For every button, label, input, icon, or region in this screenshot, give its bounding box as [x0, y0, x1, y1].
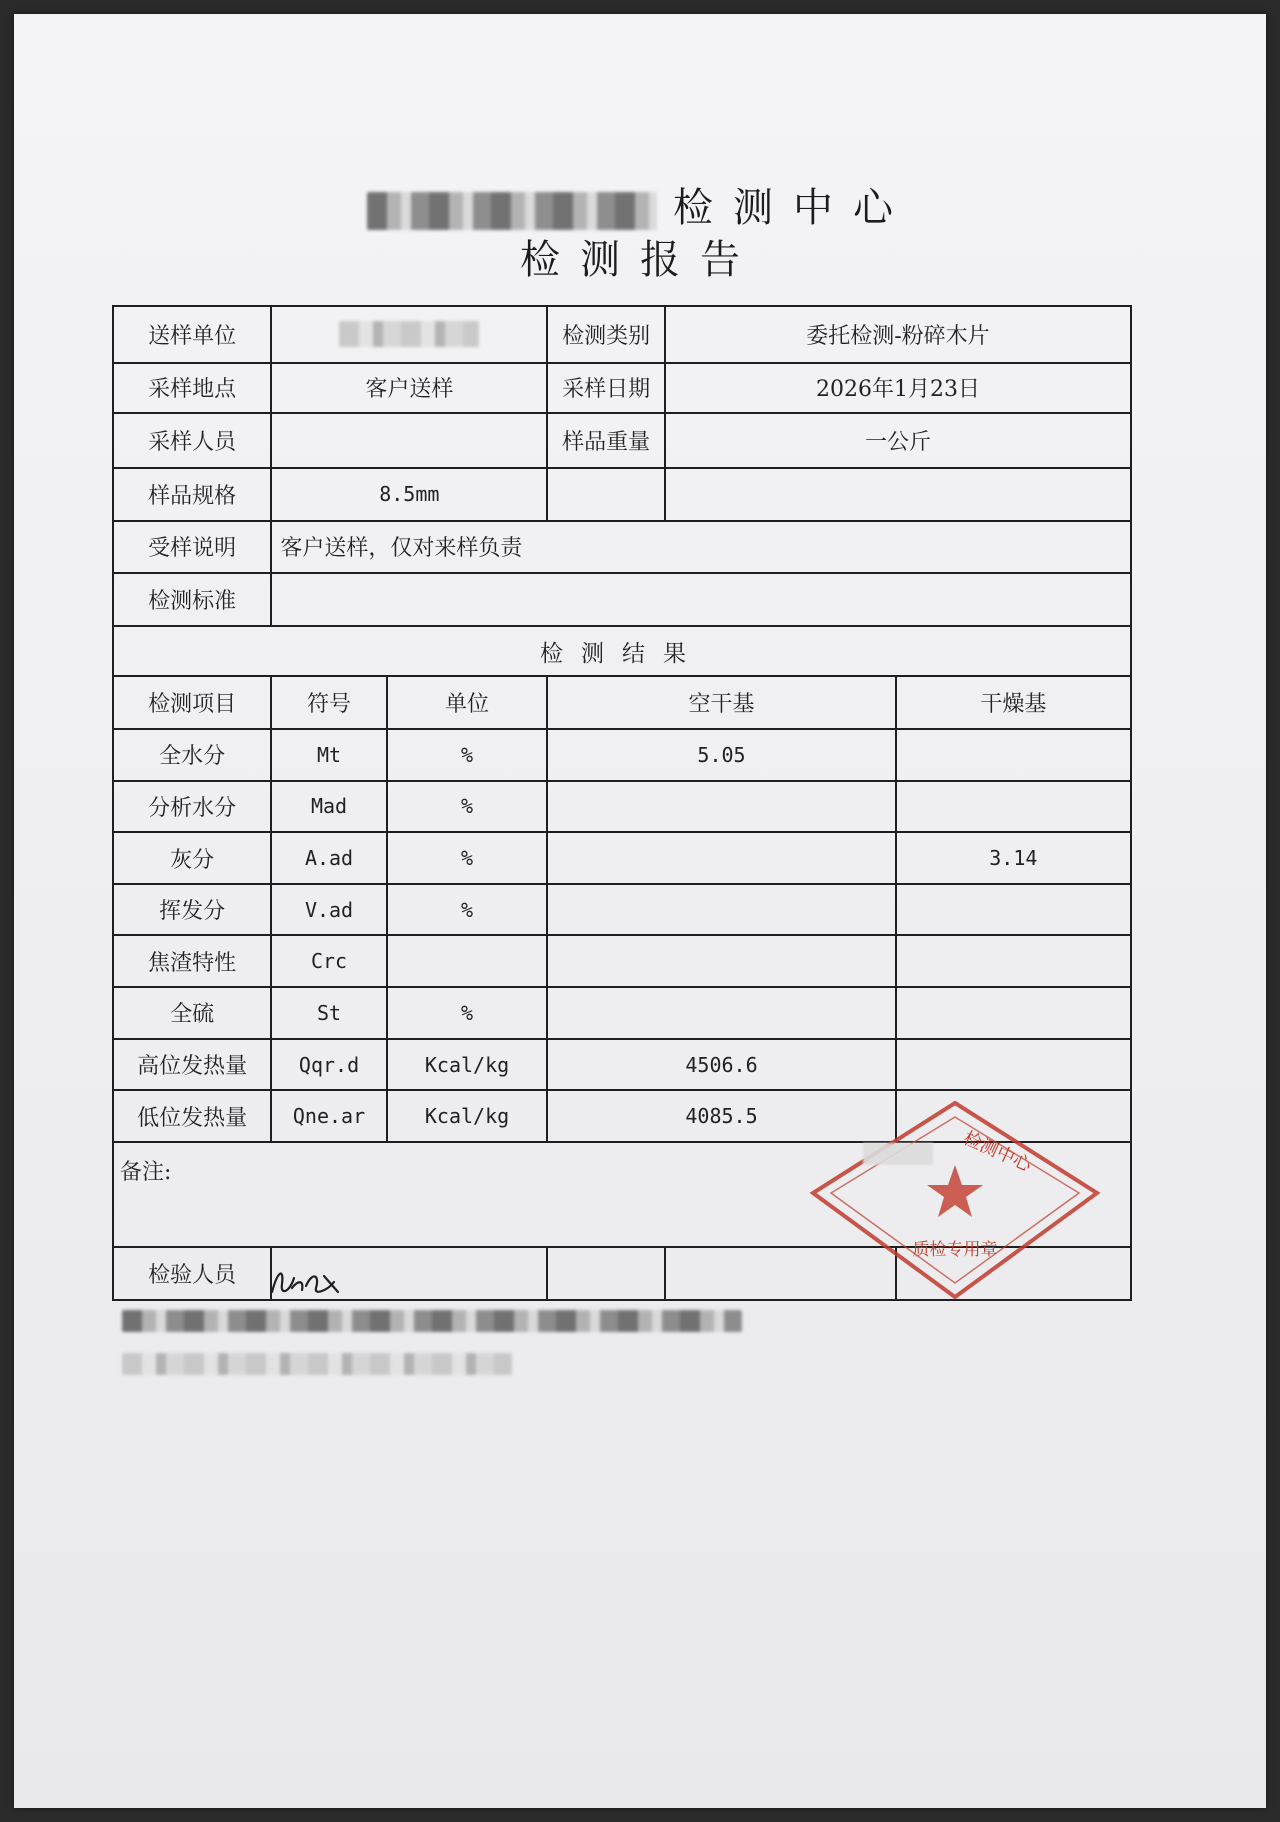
category-label: 检测类别 [547, 306, 665, 363]
sampler-value [271, 413, 547, 468]
result-air-dry: 4506.6 [547, 1039, 895, 1091]
result-air-dry [547, 884, 895, 936]
result-item: 分析水分 [113, 781, 271, 833]
info-row-note [113, 521, 1131, 574]
result-dry [896, 781, 1131, 833]
result-air-dry: 4085.5 [547, 1090, 895, 1142]
result-dry [896, 935, 1131, 987]
redacted-client [339, 321, 479, 347]
result-item: 灰分 [113, 832, 271, 884]
spec-value: 8.5mm [271, 468, 547, 521]
weight-value: 一公斤 [665, 413, 1131, 468]
quality-seal-stamp [805, 1095, 1105, 1305]
report-org-title [0, 176, 1280, 233]
info-row-spec [113, 468, 1131, 521]
remarks-label: 备注: [113, 1142, 1131, 1247]
result-unit: % [387, 884, 548, 936]
result-air-dry [547, 935, 895, 987]
result-item: 高位发热量 [113, 1039, 271, 1091]
results-section-row [113, 626, 1131, 677]
results-row [113, 987, 1131, 1039]
result-unit: % [387, 729, 548, 781]
result-unit: % [387, 987, 548, 1039]
stamp-bottom-text: 质检专用章 [912, 1240, 998, 1260]
result-unit: Kcal/kg [387, 1039, 548, 1091]
date-value: 2026年1月23日 [665, 363, 1131, 414]
note-value: 客户送样，仅对来样负责 [271, 521, 1131, 574]
standard-value [271, 573, 1131, 626]
result-symbol: V.ad [271, 884, 386, 936]
result-unit [387, 935, 548, 987]
site-value: 客户送样 [271, 363, 547, 414]
result-air-dry [547, 781, 895, 833]
footer-company-redacted [122, 1310, 742, 1332]
redacted-org-name [367, 192, 657, 230]
results-row [113, 884, 1131, 936]
report-title: 检测报告 [520, 237, 760, 283]
result-symbol: St [271, 987, 386, 1039]
header-symbol: 符号 [271, 676, 386, 729]
result-symbol: A.ad [271, 832, 386, 884]
result-symbol: Qne.ar [271, 1090, 386, 1142]
result-item: 全硫 [113, 987, 271, 1039]
results-header-row [113, 676, 1131, 729]
site-label: 采样地点 [113, 363, 271, 414]
header-dry: 干燥基 [896, 676, 1131, 729]
result-dry [896, 884, 1131, 936]
standard-label: 检测标准 [113, 573, 271, 626]
inspector-empty-1 [547, 1247, 665, 1300]
result-symbol: Qqr.d [271, 1039, 386, 1091]
result-symbol: Crc [271, 935, 386, 987]
note-label: 受样说明 [113, 521, 271, 574]
result-dry [896, 729, 1131, 781]
spec-empty-label [547, 468, 665, 521]
info-row-sampler [113, 413, 1131, 468]
result-item: 全水分 [113, 729, 271, 781]
header-unit: 单位 [387, 676, 548, 729]
result-symbol: Mt [271, 729, 386, 781]
result-dry [896, 1039, 1131, 1091]
footer-address-redacted [122, 1353, 512, 1375]
info-row-client [113, 306, 1131, 363]
result-item: 低位发热量 [113, 1090, 271, 1142]
sampler-label: 采样人员 [113, 413, 271, 468]
result-dry: 3.14 [896, 832, 1131, 884]
title-line1: 检测中心 [673, 185, 913, 231]
result-dry [896, 987, 1131, 1039]
spec-empty-value [665, 468, 1131, 521]
results-section-title: 检测结果 [113, 626, 1131, 677]
spec-label: 样品规格 [113, 468, 271, 521]
inspector-label: 检验人员 [113, 1247, 271, 1300]
redacted-footer-line-1 [122, 1310, 742, 1332]
header-air-dry: 空干基 [547, 676, 895, 729]
weight-label: 样品重量 [547, 413, 665, 468]
date-label: 采样日期 [547, 363, 665, 414]
result-unit: % [387, 781, 548, 833]
category-value: 委托检测-粉碎木片 [665, 306, 1131, 363]
result-air-dry [547, 832, 895, 884]
result-unit: % [387, 832, 548, 884]
result-unit: Kcal/kg [387, 1090, 548, 1142]
results-row [113, 935, 1131, 987]
inspector-signature [268, 1262, 348, 1302]
result-air-dry: 5.05 [547, 729, 895, 781]
redacted-footer-line-2 [122, 1353, 512, 1375]
client-label: 送样单位 [113, 306, 271, 363]
results-row [113, 832, 1131, 884]
result-symbol: Mad [271, 781, 386, 833]
result-item: 焦渣特性 [113, 935, 271, 987]
result-item: 挥发分 [113, 884, 271, 936]
results-row [113, 729, 1131, 781]
results-row [113, 781, 1131, 833]
result-air-dry [547, 987, 895, 1039]
header-item: 检测项目 [113, 676, 271, 729]
stamp-top-text: 检测中心 [960, 1127, 1035, 1177]
client-value [271, 306, 547, 363]
info-row-site [113, 363, 1131, 414]
results-row [113, 1039, 1131, 1091]
info-row-standard [113, 573, 1131, 626]
